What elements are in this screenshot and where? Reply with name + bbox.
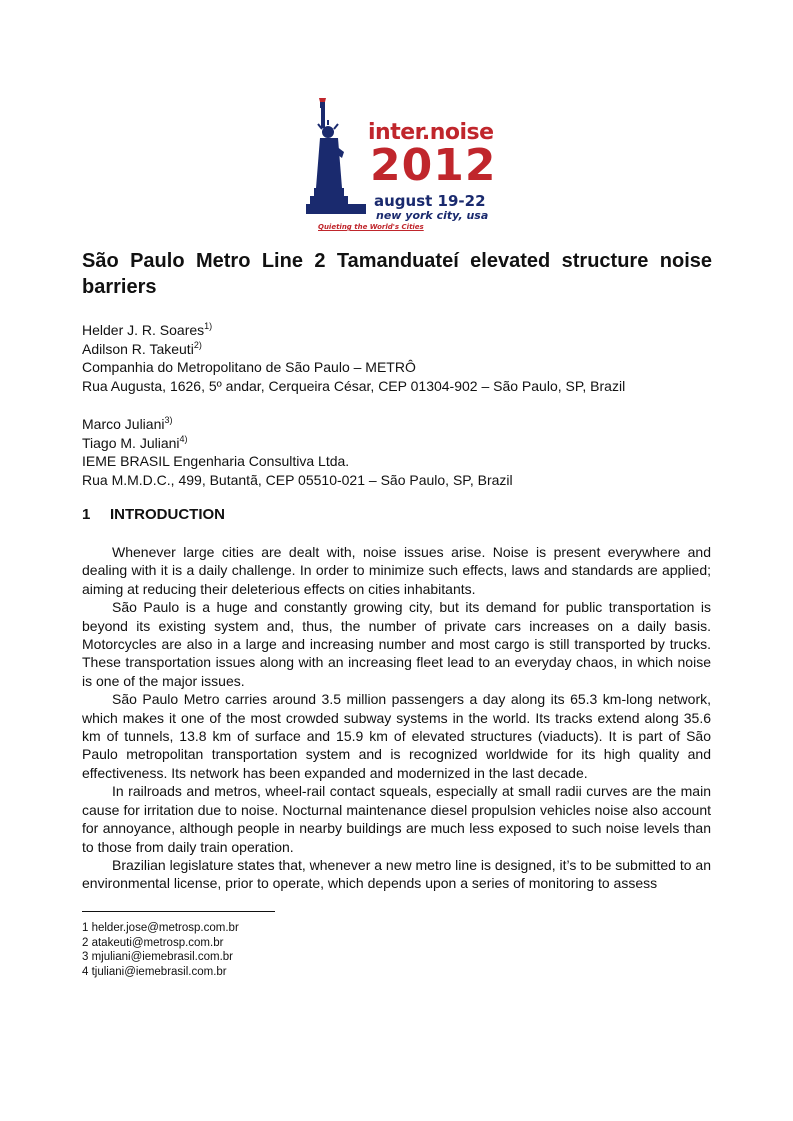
author-block-1 <box>82 321 722 395</box>
author-name: Tiago M. Juliani <box>82 434 180 451</box>
author-marker: 1) <box>204 321 213 331</box>
logo-line-dates: august 19-22 <box>374 192 486 210</box>
author-4 <box>82 434 722 453</box>
address: Rua M.M.D.C., 499, Butantã, CEP 05510-021 – São Paulo, SP, Brazil <box>82 471 513 488</box>
author-marker: 4) <box>179 433 188 444</box>
affiliation: IEME BRASIL Engenharia Consultiva Ltda. <box>82 453 350 469</box>
author-marker: 3) <box>164 415 173 425</box>
section-body <box>82 543 711 893</box>
author-1 <box>82 321 722 340</box>
paper-title: São Paulo Metro Line 2 Tamanduateí elevated structure noise barriers <box>82 250 712 298</box>
statue-of-liberty-icon <box>306 96 366 226</box>
logo-tagline: Quieting the World's Cities <box>318 223 424 231</box>
author-block-2 <box>82 415 722 489</box>
logo-line-year: 2012 <box>370 140 497 191</box>
footnote: 2 atakeuti@metrosp.com.br <box>82 936 224 949</box>
paragraph: In railroads and metros, wheel-rail contact squeals, especially at small radii curves are the main cause for irritation due to noise. Nocturnal maintenance diesel propulsion vehicles noise also account for annoyance, although people in nearby buildings are much less exposed to such noise levels than to those from daily train operation. <box>82 783 711 855</box>
footnote-divider <box>82 911 275 912</box>
paragraph: Whenever large cities are dealt with, noise issues arise. Noise is present everywhere and dealing with it is a daily challenge. In order to minimize such effects, laws and standards are applied; aiming at reducing their deleterious effects on cities inhabitants. <box>82 544 711 597</box>
author-name: Adilson R. Takeuti <box>82 340 194 357</box>
paragraph: São Paulo Metro carries around 3.5 million passengers a day along its 65.3 km-long network, which makes it one of the most crowded subway systems in the world. Its tracks extend along 35.6 km of tunnels, 13.8 km of surface and 15.9 km of elevated structures (viaducts). It is part of São Paulo metropolitan transportation system and is recognized worldwide for its high quality and effectiveness. Its network has been expanded and modernized in the last decade. <box>82 691 711 781</box>
author-name: Helder J. R. Soares <box>82 322 205 338</box>
footnote: 4 tjuliani@iemebrasil.com.br <box>82 965 227 978</box>
footnote: 1 helder.jose@metrosp.com.br <box>82 922 239 934</box>
logo-line-location: new york city, usa <box>376 209 489 222</box>
footnote: 3 mjuliani@iemebrasil.com.br <box>82 951 233 963</box>
affiliation: Companhia do Metropolitano de São Paulo – METRÔ <box>82 359 416 375</box>
author-2 <box>82 340 722 359</box>
author-3 <box>82 415 722 434</box>
author-marker: 2) <box>193 339 202 350</box>
address: Rua Augusta, 1626, 5º andar, Cerqueira César, CEP 01304-902 – São Paulo, SP, Brazil <box>82 377 626 394</box>
section-number: 1 <box>82 506 91 523</box>
paragraph: São Paulo is a huge and constantly growing city, but its demand for public transportation is beyond its existing system and, thus, the number of private cars increases on a daily basis. Motorcycles are also in a large and increasing number and most cargo is still transported by trucks. These transportation issues along with an increasing fleet lead to an everyday chaos, in which noise is one of the major issues. <box>82 599 711 689</box>
section-title: INTRODUCTION <box>110 506 225 523</box>
author-name: Marco Juliani <box>82 416 165 432</box>
logo-line-inter-noise: inter.noise <box>368 120 494 145</box>
conference-logo <box>306 96 496 236</box>
paragraph: Brazilian legislature states that, whenever a new metro line is designed, it’s to be submitted to an environmental license, prior to operate, which depends upon a series of monitoring to assess <box>82 856 711 892</box>
footnotes <box>82 921 239 979</box>
section-heading <box>82 506 225 523</box>
